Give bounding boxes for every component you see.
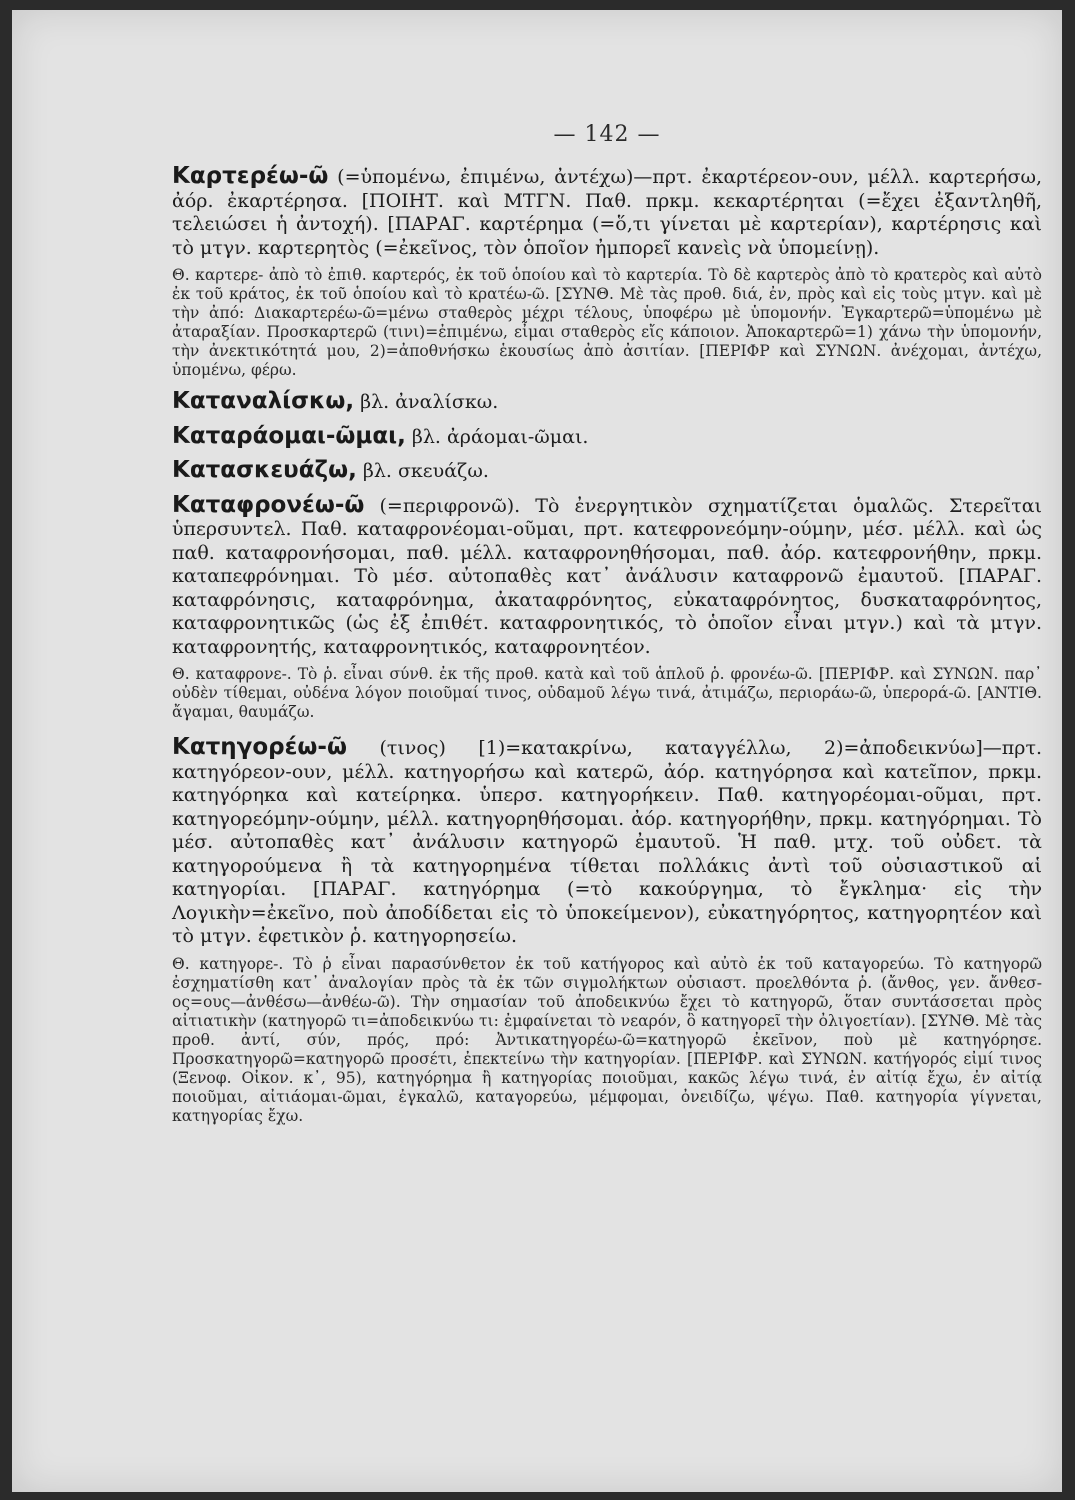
entry-body: βλ. ἀναλίσκω. [360, 391, 499, 413]
entry-kategoreo [172, 736, 1042, 1126]
page-content [172, 122, 1042, 1126]
entry-etymology-note: Θ. καρτερε- ἀπὸ τὸ ἐπιθ. καρτερός, ἐκ τοῦ ὁποίου καὶ τὸ καρτερία. Τὸ δὲ καρτερὸς ἀπὸ τὸ κρατερὸς καὶ αὐτὸ ἐκ τοῦ κράτος, ἐκ τοῦ ὁποίου καὶ τὸ κρατέω-ῶ. [ΣΥΝΘ. Μὲ τὰς προθ. διά, ἐν, πρὸς καὶ εἰς τοὺς μτγν. καὶ μὲ τὴν ἀπό: Διακαρτερέω-ῶ=μένω σταθερὸς μέχρι τέλους, ὑποφέρω μὲ ὑπομονήν. Ἐγκαρτερῶ=ὑπομένω μὲ ἀταραξίαν. Προσκαρτερῶ (τινι)=ἐπιμένω, εἶμαι σταθερὸς εἴς κάποιον. Ἀποκαρτερῶ=1) χάνω τὴν ὑπομονήν, τὴν ἀνεκτικότητά μου, 2)=ἀποθνήσκω ἑκουσίως ἀπὸ ἀσιτίαν. [ΠΕΡΙΦΡ καὶ ΣΥΝΩΝ. ἀνέχομαι, ἀντέχω, ὑπομένω, φέρω. [172, 266, 1042, 379]
page-number: — 142 — [553, 122, 661, 147]
entry-headword: Καρτερέω-ῶ [172, 163, 329, 189]
entry-body: (τινος) [1)=κατακρίνω, καταγγέλλω, 2)=ἀποδεικνύω]—πρτ. κατηγόρεον-ουν, μέλλ. κατηγορήσω καὶ κατερῶ, ἀόρ. κατηγόρησα καὶ κατεῖπον, πρκμ. κατηγόρηκα καὶ κατείρηκα. ὑπερσ. κατηγορήκειν. Παθ. κατηγορέομαι-οῦμαι, πρτ. κατηγορεόμην-ούμην, μέλλ. κατηγορηθήσομαι. ἀόρ. κατηγορήθην, πρκμ. κατηγόρημαι. Τὸ μέσ. αὐτοπαθὲς κατ᾽ ἀνάλυσιν κατηγορῶ ἐμαυτοῦ. Ἡ παθ. μτχ. τοῦ οὐδετ. τὰ κατηγορούμενα ἢ τὰ κατηγορημένα τίθεται πολλάκις ἀντὶ τοῦ οὐσιαστικοῦ αἱ κατηγορίαι. [ΠΑΡΑΓ. κατηγόρημα (=τὸ κακούργημα, τὸ ἔγκλημα· εἰς τὴν Λογικὴν=ἐκεῖνο, ποὺ ἀποδίδεται εἰς τὸ ὑποκείμενον), εὐκατηγόρητος, κατηγορητέον καὶ τὸ μτγν. ἐφετικὸν ῥ. κατηγορησείω. [172, 737, 1042, 947]
entry-kataskeuazo [172, 459, 1042, 484]
entry-headword: Κατασκευάζω, [172, 457, 357, 483]
entry-katanalisko [172, 390, 1042, 415]
entry-kataraomai [172, 422, 1042, 450]
entry-body: (=περιφρονῶ). Τὸ ἐνεργητικὸν σχηματίζεται ὁμαλῶς. Στερεῖται ὑπερσυντελ. Παθ. καταφρονέομαι-οῦμαι, πρτ. κατεφρονεόμην-ούμην, μέσ. μέλλ. καὶ ὡς παθ. καταφρονήσομαι, παθ. μέλλ. καταφρονηθήσομαι, παθ. ἀόρ. κατεφρονήθην, πρκμ. καταπεφρόνημαι. Τὸ μέσ. αὐτοπαθὲς κατ᾽ ἀνάλυσιν καταφρονῶ ἐμαυτοῦ. [ΠΑΡΑΓ. καταφρόνησις, καταφρόνημα, ἀκαταφρόνητος, εὐκαταφρόνητος, δυσκαταφρόνητος, καταφρονητικῶς (ὡς ἐξ ἐπιθέτ. καταφρονητικός, τὸ ὁποῖον εἶναι μτγν.) καὶ τὰ μτγν. καταφρονητής, καταφρονητικός, καταφρονητέον. [172, 494, 1043, 658]
entry-headword: Καταράομαι-ῶμαι, [172, 422, 406, 449]
entry-karteréo [172, 165, 1042, 380]
entry-body: βλ. ἀράομαι-ῶμαι. [411, 425, 589, 448]
entry-body: (=ὑπομένω, ἐπιμένω, ἀντέχω)—πρτ. ἐκαρτέρεον-ουν, μέλλ. καρτερήσω, ἀόρ. ἐκαρτέρησα. [ΠΟΙΗΤ. καὶ ΜΤΓΝ. Παθ. πρκμ. κεκαρτέρηται (=ἔχει ἐξαντληθῆ, τελειώσει ἡ ἀντοχή). [ΠΑΡΑΓ. καρτέρημα (=ὅ,τι γίνεται μὲ καρτερίαν), καρτέρησις καὶ τὸ μτγν. καρτερητὸς (=ἐκεῖνος, τὸν ὁποῖον ἠμπορεῖ κανεὶς νὰ ὑπομείνῃ). [172, 166, 1042, 259]
entry-kataphroneo [172, 491, 1043, 723]
entry-headword: Καταφρονέω-ῶ [172, 491, 365, 518]
entry-body: βλ. σκευάζω. [362, 460, 489, 482]
scanned-page [12, 10, 1062, 1492]
entry-etymology-note: Θ. καταφρονε-. Τὸ ῥ. εἶναι σύνθ. ἐκ τῆς προθ. κατὰ καὶ τοῦ ἁπλοῦ ῥ. φρονέω-ῶ. [ΠΕΡΙΦΡ. καὶ ΣΥΝΩΝ. παρ᾽ οὐδὲν τίθεμαι, οὐδένα λόγον ποιοῦμαί τινος, οὐδαμοῦ λέγω τινά, ἀτιμάζω, περιοράω-ῶ, ὑπερορά-ῶ. [ΑΝΤΙΘ. ἄγαμαι, θαυμάζω. [172, 665, 1042, 721]
entry-etymology-note: Θ. κατηγορε-. Τὸ ῥ εἶναι παρασύνθετον ἐκ τοῦ κατήγορος καὶ αὐτὸ ἐκ τοῦ καταγορεύω. Τὸ κατηγορῶ ἐσχηματίσθη κατ᾽ ἀναλογίαν πρὸς τὰ ἐκ τῶν σιγμολήκτων οὐσιαστ. προελθόντα ῥ. (ἄνθος, γεν. ἄνθεσ-ος=ους—ἀνθέσω—ἀνθέω-ῶ). Τὴν σημασίαν τοῦ ἀποδεικνύω ἔχει τὸ κατηγορῶ, ὅταν συντάσσεται πρὸς αἰτιατικὴν (κατηγορῶ τι=ἀποδεικνύω τι: ἐμφαίνεται τὸ νεαρόν, ὃ κατηγορεῖ τὴν ὀλιγοετίαν). [ΣΥΝΘ. Μὲ τὰς προθ. ἀντί, σύν, πρός, πρό: Ἀντικατηγορέω-ῶ=κατηγορῶ ἐκεῖνον, ποὺ μὲ κατηγόρησε. Προσκατηγορῶ=κατηγορῶ προσέτι, ἐπεκτείνω τὴν κατηγορίαν. [ΠΕΡΙΦΡ. καὶ ΣΥΝΩΝ. κατήγορός εἰμί τινος (Ξενοφ. Οἰκον. κ᾽, 95), κατηγόρημα ἢ κατηγορίας ποιοῦμαι, κακῶς λέγω τινά, ἐν αἰτίᾳ ἔχω, ἐν αἰτίᾳ ποιοῦμαι, αἰτιάομαι-ῶμαι, ἐγκαλῶ, καταγορεύω, μέμφομαι, ὀνειδίζω, ψέγω. Παθ. κατηγορία γίγνεται, κατηγορίας ἔχω. [172, 954, 1042, 1125]
entry-headword: Καταναλίσκω, [172, 388, 355, 414]
entry-headword: Κατηγορέω-ῶ [172, 734, 347, 760]
